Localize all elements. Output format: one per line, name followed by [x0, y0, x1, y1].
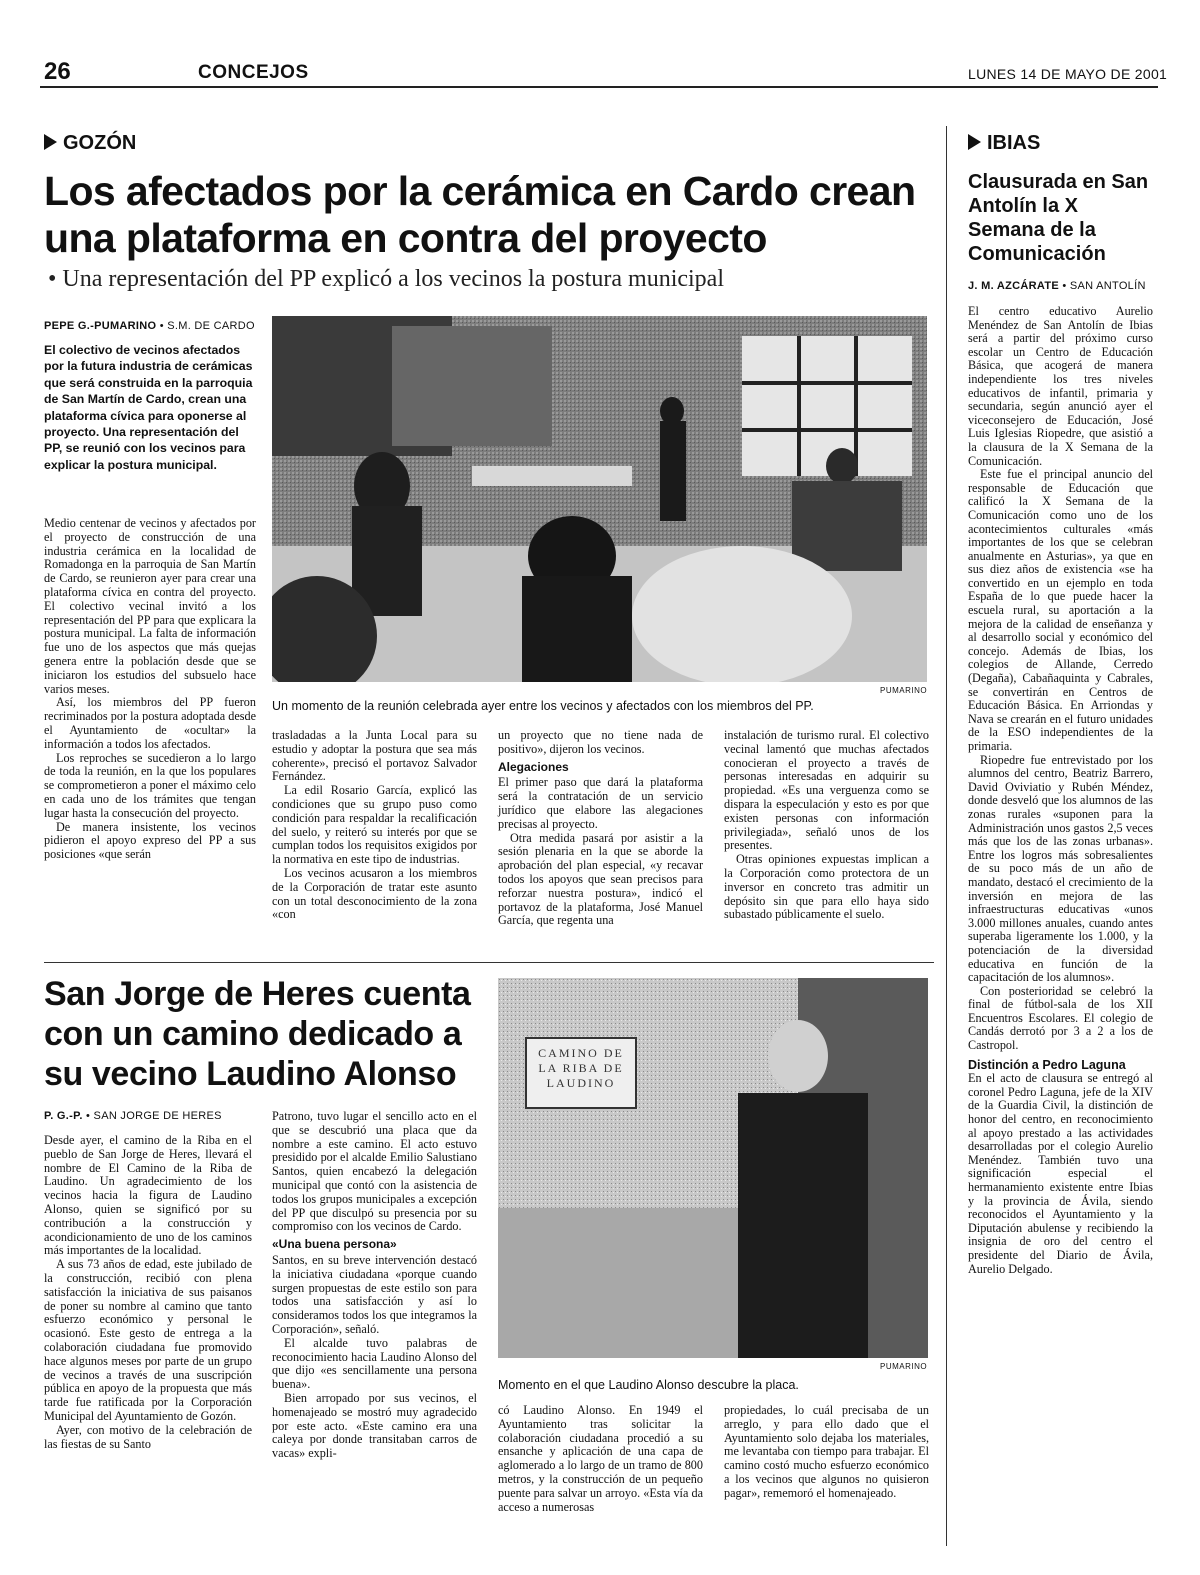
paragraph: propiedades, lo cuál precisaba de un arreglo, y para ello dado que el Ayuntamiento solo dejaba los materiales, me levantaba con tiempo para trabajar. El camino costó mucho esfuerzo económico a los vecinos que algunos no quisieron pagar», rememoró el homenajeado. — [724, 1403, 929, 1500]
second-col-4 — [724, 1404, 929, 1501]
sidebar-kicker — [968, 132, 1040, 155]
laudino-photo-illustration — [498, 978, 928, 1358]
triangle-bullet-icon — [968, 134, 981, 150]
main-byline — [44, 320, 255, 332]
second-col-3 — [498, 1404, 703, 1514]
main-col-4 — [724, 729, 929, 922]
second-col-2 — [272, 1110, 477, 1461]
second-byline — [44, 1110, 222, 1122]
sidebar-byline-author: J. M. AZCÁRATE — [968, 280, 1059, 292]
sidebar-kicker-label: IBIAS — [987, 132, 1041, 154]
article-separator — [44, 962, 934, 963]
header-rule — [40, 86, 1158, 88]
laudino-photo — [498, 978, 928, 1358]
paragraph: Bien arropado por sus vecinos, el homenajeado se mostró muy agradecido por este acto. «Este camino era una caleya por donde transitaban carros de vacas» expli- — [272, 1390, 477, 1461]
page-number: 26 — [44, 58, 71, 85]
paragraph: Riopedre fue entrevistado por los alumnos del centro, Beatriz Barrero, David Oviviatio y Rubén Méndez, donde desveló que los alumnos de las zonas rurales «suponen para la Administración unos gastos 2,5 veces más que los de las zonas urbanas». Entre los logros más sobresalientes de su poco más de un año de mandato, destacó el crecimiento de la inversión en mejora de las infraestructuras educativas «unos 3.000 millones anuales, cuando antes superaba ligeramente los 1.000, y la potenciación de la diversidad educativa en función de la capacitación de los alumnos». — [968, 752, 1153, 985]
paragraph: có Laudino Alonso. En 1949 el Ayuntamiento tras solicitar la colaboración ciudadana procedió a su ensanche y aplicación de una capa de aglomerado a lo largo de un tramo de 800 metros, y la construcción de un pequeño puente para salvar un arroyo. «Esta vía da acceso a numerosas — [498, 1403, 703, 1514]
issue-date: LUNES 14 DE MAYO DE 2001 — [968, 66, 1168, 82]
paragraph: La edil Rosario García, explicó las condiciones que su grupo puso como condición para respaldar la recalificación del suelo, y reiteró su interés por que se cumplan todos los requisitos exigidos por la normativa en este tipo de industrias. — [272, 783, 477, 867]
main-col-1 — [44, 517, 256, 862]
subhead-alegaciones: Alegaciones — [498, 759, 569, 774]
section-title: CONCEJOS — [198, 62, 309, 83]
sidebar-byline-place: • SAN ANTOLÍN — [1062, 280, 1146, 292]
main-headline: Los afectados por la cerámica en Cardo crean una plataforma en contra del proyecto — [44, 168, 916, 261]
main-col-2 — [272, 729, 477, 922]
meeting-photo-illustration — [272, 316, 927, 682]
triangle-bullet-icon — [44, 134, 57, 150]
camino-sign-plaque: CAMINO DE LA RIBA DE LAUDINO — [538, 1046, 624, 1090]
main-col-3 — [498, 729, 703, 928]
paragraph: Así, los miembros del PP fueron recriminados por la postura adoptada desde el Ayuntamiento de «ocultar» la información a todos los afectados. — [44, 695, 256, 751]
paragraph: Patrono, tuvo lugar el sencillo acto en el que se descubrió una placa que da nombre a este camino. El acto estuvo presidido por el alcalde Emilio Salustiano Santos, quien encabezó la delegación municipal que contó con la asistencia de todos los grupos municipales a excepción del PP que disculpó su presencia por su compromiso con los vecinos de Cardo. — [272, 1109, 477, 1234]
paragraph: Con posterioridad se celebró la final de fútbol-sala de los XII Encuentros Escolares. El colegio de Candás derrotó por 3 a 2 a los de Castropol. — [968, 983, 1153, 1053]
sidebar-byline — [968, 280, 1146, 292]
second-byline-place: • SAN JORGE DE HERES — [86, 1110, 222, 1122]
paragraph: Santos, en su breve intervención destacó la iniciativa ciudadana «porque cuando surgen propuestas de este estilo son para todos una satisfacción y así lo consideramos todos los que integramos la Corporación», señaló. — [272, 1252, 477, 1336]
paragraph: Otra medida pasará por asistir a la sesión plenaria en la que se aborde la aprobación del plan especial, «y recavar todos los apoyos que sean precisos para reforzar nuestra postura», indicó el portavoz de la plataforma, José Manuel García, que regenta una — [498, 830, 703, 928]
paragraph: instalación de turismo rural. El colectivo vecinal lamentó que muchas afectados conocieran el proyecto a través de personas interesadas en adquirir su propiedad. «Es una verguenza como se dispara la especulación y esto es por que existen personas con información privilegiada», señaló unos de los presentes. — [724, 728, 929, 853]
main-subheadline: • Una representación del PP explicó a los vecinos la postura municipal — [48, 266, 724, 292]
paragraph: Los reproches se sucedieron a lo largo de toda la reunión, en la que los populares se comprometieron a poner el máximo celo en cada uno de los trámites que tengan lugar hasta la consecución del proyecto. — [44, 750, 256, 820]
paragraph: En el acto de clausura se entregó al coronel Pedro Laguna, jefe de la XIV de la Guardia Civil, la distinción de honor del centro, en reconocimiento al apoyo prestado a las actividades desarrolladas por el colegio Aurelio Menéndez. También tuvo una significación especial el hermanamiento existente entre Ibias y la provincia de Ávila, siendo reconocidos el Ayuntamiento y la Diputación abulense y recibiendo la insignia de oro del centro el presidente del Diario de Ávila, Aurelio Delgado. — [968, 1071, 1153, 1276]
sidebar-subhead: Distinción a Pedro Laguna — [968, 1057, 1126, 1072]
paragraph: El alcalde tuvo palabras de reconocimiento hacia Laudino Alonso del que dijo «es sencillamente una persona buena». — [272, 1335, 477, 1392]
main-kicker — [44, 132, 136, 155]
paragraph: Otras opiniones expuestas implican a la Corporación como protectora de un inversor en concreto tras admitir un depósito sin que para ello haya sido subastado públicamente el suelo. — [724, 852, 929, 922]
main-byline-place: • S.M. DE CARDO — [159, 320, 255, 332]
meeting-photo — [272, 316, 927, 682]
meeting-photo-caption: Un momento de la reunión celebrada ayer entre los vecinos y afectados con los miembros del PP. — [272, 699, 814, 713]
laudino-photo-credit: PUMARINO — [880, 1362, 928, 1371]
paragraph: Los vecinos acusaron a los miembros de la Corporación de tratar este asunto con un total desconocimiento de la zona «con — [272, 865, 477, 922]
main-byline-author: PEPE G.-PUMARINO — [44, 320, 157, 332]
second-headline: San Jorge de Heres cuenta con un camino dedicado a su vecino Laudino Alonso — [44, 975, 471, 1093]
paragraph: Desde ayer, el camino de la Riba en el pueblo de San Jorge de Heres, llevará el nombre de El Camino de la Riba de Laudino. Un agradecimiento de los vecinos hacia la figura de Laudino Alonso, quien se significó por su contribución a la construcción y acondicionamiento de uno de los caminos más importantes de la localidad. — [44, 1133, 252, 1258]
sidebar-headline: Clausurada en San Antolín la X Semana de la Comunicación — [968, 171, 1149, 265]
main-kicker-label: GOZÓN — [63, 132, 137, 154]
paragraph: Ayer, con motivo de la celebración de las fiestas de su Santo — [44, 1422, 252, 1451]
sidebar-body — [968, 305, 1153, 1276]
subhead-buena-persona: «Una buena persona» — [272, 1237, 397, 1252]
paragraph: A sus 73 años de edad, este jubilado de la construcción, recibió con plena satisfacción la iniciativa de sus paisanos de poner su nombre al camino que tanto esfuerzo económico y personal le ocasionó. Este gesto de entrega a la colaboración ciudadana fue promovido hace algunos meses por parte de un grupo de vecinos a través de una suscripción pública en apoyo de la propuesta que más tarde fue ratificada por la Corporación Municipal del Ayuntamiento de Gozón. — [44, 1257, 252, 1423]
paragraph: Medio centenar de vecinos y afectados por el proyecto de construcción de una industria cerámica en la localidad de Romadonga en la parroquia de San Martín de Cardo, se reunieron ayer para crear una plataforma cívica en contra del proyecto. El colectivo vecinal invitó a los representación del PP para que explicara la postura municipal. La falta de información fue uno de los aspectos que más quejas genera entre la población desde que se iniciaron los estudios del subsuelo hace varios meses. — [44, 516, 256, 696]
meeting-photo-credit: PUMARINO — [880, 686, 928, 695]
paragraph: Este fue el principal anuncio del responsable de Educación que calificó la X Semana de la Comunicación como uno de los acontecimientos culturales «más importantes de los que se celebran anualmente en Asturias», ya que en sus diez años de existencia «se ha convertido en un ejemplo en toda España de lo que puede hacer la escuela rural, su aportación a la mejora de la calidad de enseñanza y al desarrollo social y económico del concejo. Además de Ibias, los colegios de Allande, Cerredo (Degaña), Cabañaquinta y Cabrales, se convertirán en Centros de Educación Básica. En Arriondas y Nava se crearán en el futuro unidades de la ESO independientes de la primaria. — [968, 467, 1153, 753]
second-col-1 — [44, 1134, 252, 1451]
paragraph: El centro educativo Aurelio Menéndez de San Antolín de Ibias será a partir del próximo curso escolar un Centro de Educación Básica, que acogerá de manera independiente los tres niveles educativos de infantil, primaria y secundaria, según anunció ayer el viceconsejero de Educación, José Luis Iglesias Riopedre, que asistió a la clausura de la X Semana de la Comunicación. — [968, 304, 1153, 468]
column-divider — [946, 126, 947, 1546]
paragraph: De manera insistente, los vecinos pidieron el apoyo expreso del PP a sus posiciones «que serán — [44, 819, 256, 862]
paragraph: trasladadas a la Junta Local para su estudio y adoptar la postura que sea más coherente», precisó el portavoz Salvador Fernández. — [272, 728, 477, 784]
laudino-photo-caption: Momento en el que Laudino Alonso descubre la placa. — [498, 1378, 799, 1392]
main-lede: El colectivo de vecinos afectados por la futura industria de cerámicas que será construida en la parroquia de San Martín de Cardo, crean una plataforma cívica para oponerse al proyecto. Una representación del PP, se reunió con los vecinos para explicar la postura municipal. — [44, 343, 253, 472]
second-byline-author: P. G.-P. — [44, 1110, 83, 1122]
paragraph: El primer paso que dará la plataforma será la contratación de un servicio jurídico que elabore las alegaciones precisas al proyecto. — [498, 775, 703, 831]
paragraph: un proyecto que no tiene nada de positivo», dijeron los vecinos. — [498, 728, 703, 756]
